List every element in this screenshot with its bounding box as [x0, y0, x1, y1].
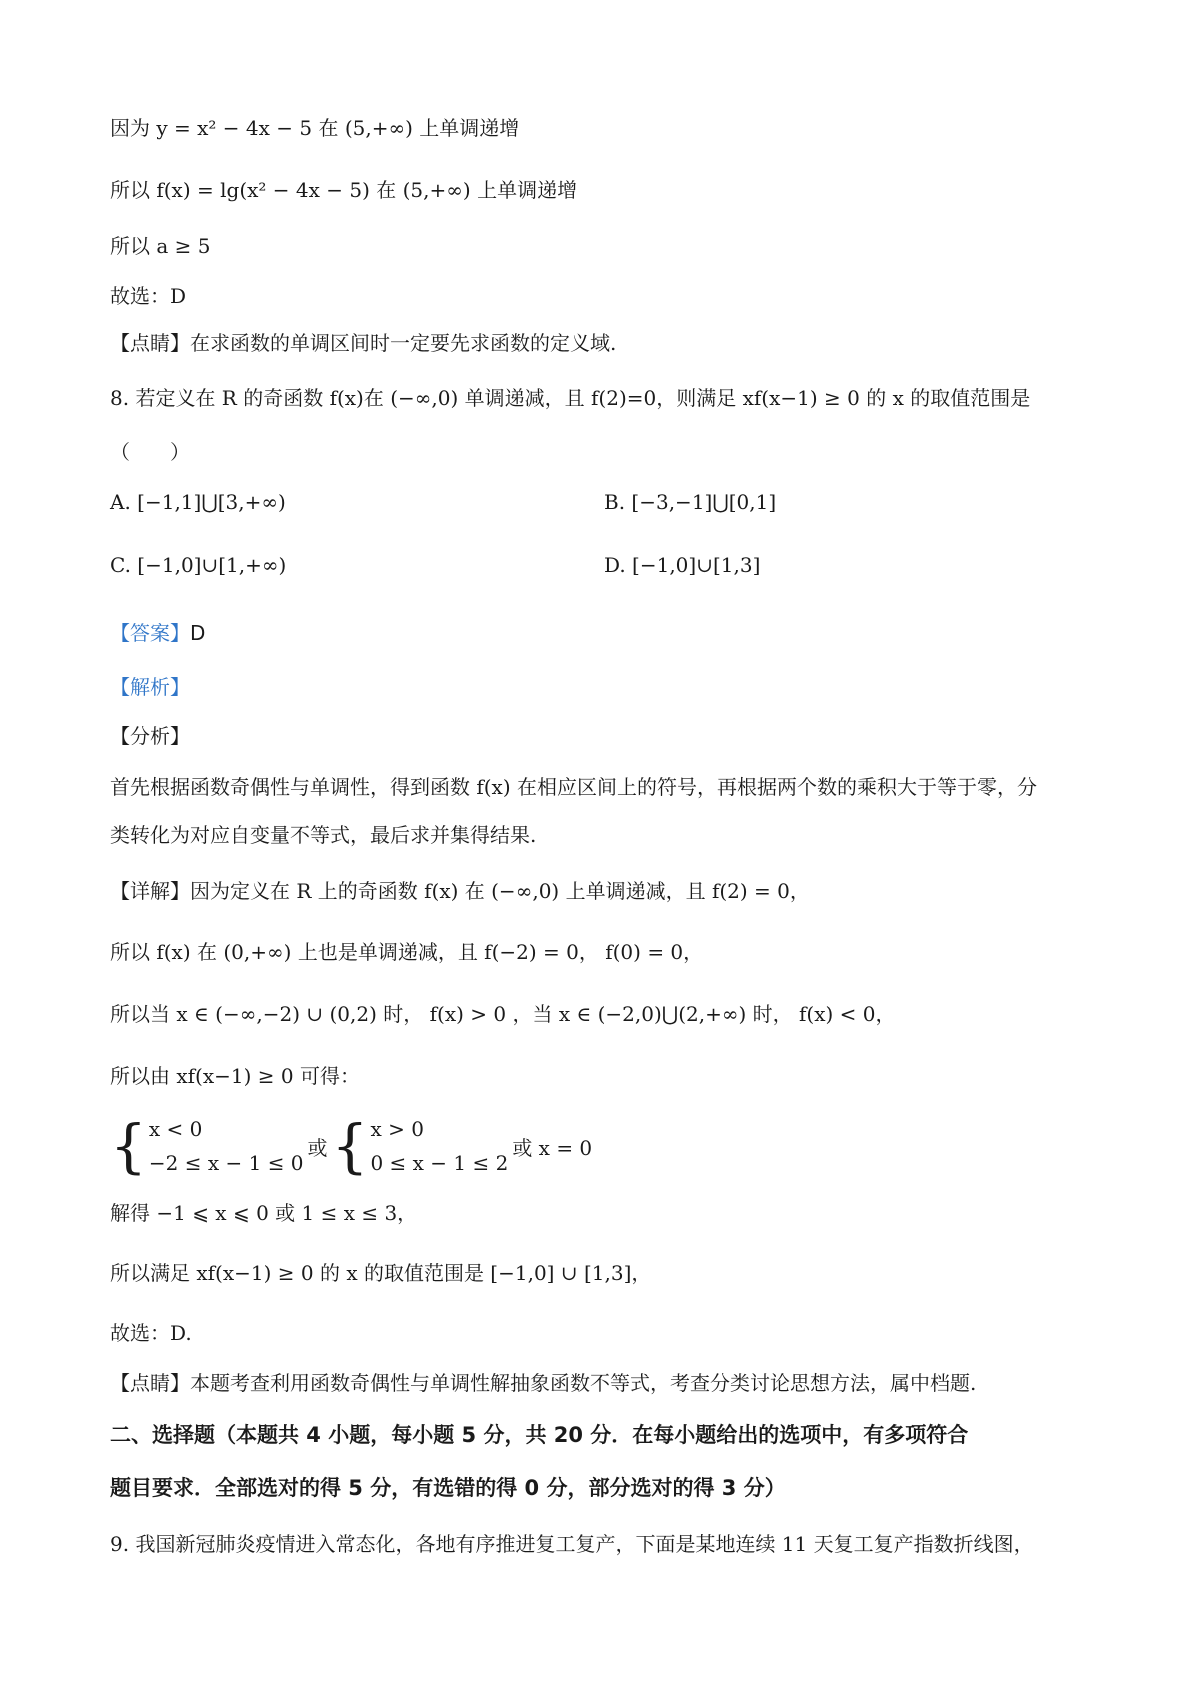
system-2-row-2: 0 ≤ x − 1 ≤ 2	[370, 1151, 509, 1175]
text-line: 所以满足 xf(x−1) ≥ 0 的 x 的取值范围是 [−1,0] ∪ [1,3]，	[110, 1261, 652, 1285]
section-heading-cont: 题目要求．全部选对的得 5 分，有选错的得 0 分，部分选对的得 3 分）	[110, 1476, 786, 1500]
option-a: A. [−1,1]⋃[3,+∞)	[110, 490, 286, 514]
brace-left-2: {	[331, 1112, 369, 1180]
text-line: 所以当 x ∈ (−∞,−2) ∪ (0,2) 时， f(x) > 0 ，当 x ∈ (−2,0)⋃(2,+∞) 时， f(x) < 0，	[110, 1002, 896, 1026]
tip-note: 【点睛】本题考查利用函数奇偶性与单调性解抽象函数不等式，考查分类讨论思想方法，属中档题.	[110, 1371, 977, 1395]
answer-value: D	[190, 621, 206, 645]
system-1-row-2: −2 ≤ x − 1 ≤ 0	[148, 1151, 304, 1175]
text-line: 【详解】因为定义在 R 上的奇函数 f(x) 在 (−∞,0) 上单调递减，且 f(2) = 0，	[110, 879, 810, 903]
text-line: 故选：D	[110, 284, 187, 308]
or-text-2: 或 x = 0	[512, 1135, 593, 1160]
system-2	[370, 1112, 508, 1180]
question-8: 8. 若定义在 R 的奇函数 f(x)在 (−∞,0) 单调递减，且 f(2)=0，则满足 xf(x−1) ≥ 0 的 x 的取值范围是	[110, 386, 1031, 410]
system-1-row-1: x < 0	[148, 1117, 203, 1141]
analysis-label: 【解析】	[110, 675, 190, 699]
text-line: 类转化为对应自变量不等式，最后求并集得结果.	[110, 823, 537, 847]
tip-note: 【点睛】在求函数的单调区间时一定要先求函数的定义域.	[110, 331, 617, 355]
or-text: 或	[307, 1135, 328, 1160]
system-1	[149, 1112, 304, 1180]
text-line: 首先根据函数奇偶性与单调性，得到函数 f(x) 在相应区间上的符号，再根据两个数的乘积大于等于零，分	[110, 775, 1038, 799]
text-line: 所以 f(x) = lg(x² − 4x − 5) 在 (5,+∞) 上单调递增	[110, 178, 578, 202]
option-d: D. [−1,0]∪[1,3]	[604, 553, 761, 577]
option-b: B. [−3,−1]⋃[0,1]	[604, 490, 777, 514]
brace-left-1: {	[110, 1112, 147, 1180]
option-c: C. [−1,0]∪[1,+∞)	[110, 553, 287, 577]
system-2-row-1: x > 0	[370, 1117, 424, 1141]
text-line: 所以 a ≥ 5	[110, 234, 211, 258]
answer-line	[110, 617, 205, 646]
inequality-systems	[110, 1112, 596, 1180]
question-8-blank: （ ）	[110, 440, 190, 464]
text-line: 因为 y = x² − 4x − 5 在 (5,+∞) 上单调递增	[110, 116, 520, 140]
fenxi-label: 【分析】	[110, 724, 190, 748]
answer-label: 【答案】	[110, 621, 190, 645]
text-line: 所以 f(x) 在 (0,+∞) 上也是单调递减，且 f(−2) = 0， f(0) = 0，	[110, 940, 704, 964]
text-line: 故选：D.	[110, 1321, 192, 1345]
text-line: 所以由 xf(x−1) ≥ 0 可得：	[110, 1064, 360, 1088]
question-9: 9. 我国新冠肺炎疫情进入常态化，各地有序推进复工复产，下面是某地连续 11 天复工复产指数折线图，	[110, 1532, 1034, 1556]
section-heading: 二、选择题（本题共 4 小题，每小题 5 分，共 20 分．在每小题给出的选项中，有多项符合	[110, 1423, 969, 1447]
text-line: 解得 −1 ⩽ x ⩽ 0 或 1 ≤ x ≤ 3，	[110, 1201, 418, 1225]
